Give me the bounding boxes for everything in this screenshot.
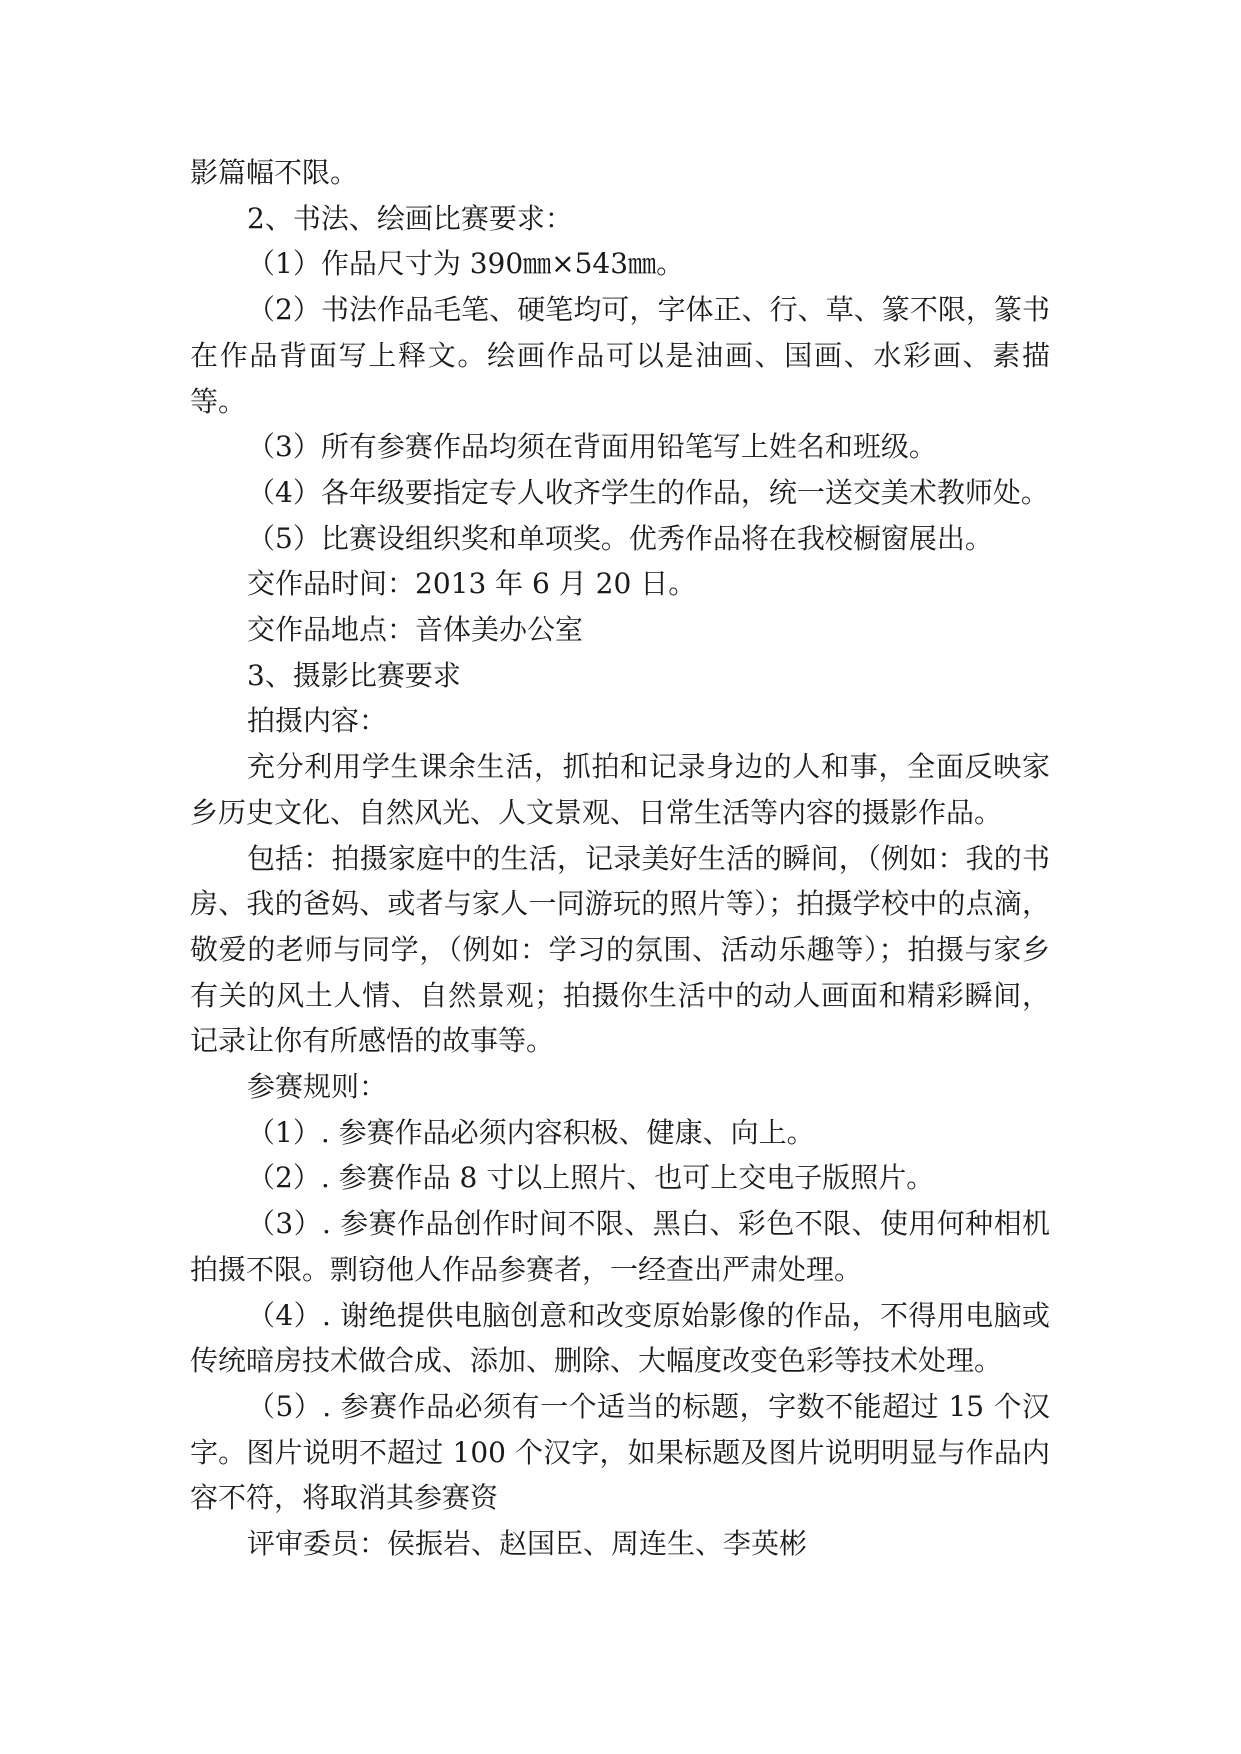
rule-item-1: （1）作品尺寸为 390㎜×543㎜。 bbox=[247, 247, 685, 281]
photo-rule-1: （1）. 参赛作品必须内容积极、健康、向上。 bbox=[247, 1115, 815, 1149]
paragraph-continuation: 影篇幅不限。 bbox=[190, 156, 359, 189]
subheading-shooting-content: 拍摄内容： bbox=[247, 704, 388, 738]
photo-rule-2: （2）. 参赛作品 8 寸以上照片、也可上交电子版照片。 bbox=[247, 1161, 935, 1195]
section-heading-calligraphy-painting: 2、书法、绘画比赛要求： bbox=[247, 201, 573, 235]
section-heading-photography: 3、摄影比赛要求 bbox=[247, 658, 461, 692]
photo-rule-4: （4）. 谢绝提供电脑创意和改变原始影像的作品，不得用电脑或传统暗房技术做合成、添加、删除、大幅度改变色彩等技术处理。 bbox=[190, 1298, 1050, 1378]
rule-item-5: （5）比赛设组织奖和单项奖。优秀作品将在我校橱窗展出。 bbox=[247, 521, 993, 555]
photo-rule-3: （3）. 参赛作品创作时间不限、黑白、彩色不限、使用何种相机拍摄不限。剽窃他人作品参赛者，一经查出严肃处理。 bbox=[190, 1207, 1050, 1286]
rule-item-4: （4）各年级要指定专人收齐学生的作品，统一送交美术教师处。 bbox=[247, 475, 1049, 509]
paragraph-content-description: 充分利用学生课余生活，抓拍和记录身边的人和事，全面反映家乡历史文化、自然风光、人文景观、日常生活等内容的摄影作品。 bbox=[190, 750, 1050, 829]
submission-time: 交作品时间：2013 年 6 月 20 日。 bbox=[247, 567, 697, 601]
paragraph-includes: 包括：拍摄家庭中的生活，记录美好生活的瞬间，（例如：我的书房、我的爸妈、或者与家人一同游玩的照片等）；拍摄学校中的点滴，敬爱的老师与同学，（例如：学习的氛围、活动乐趣等）；拍摄与家乡有关的风土人情、自然景观；拍摄你生活中的动人画面和精彩瞬间，记录让你有所感悟的故事等。 bbox=[190, 841, 1050, 1058]
subheading-rules: 参赛规则： bbox=[247, 1070, 388, 1104]
photo-rule-5: （5）. 参赛作品必须有一个适当的标题，字数不能超过 15 个汉字。图片说明不超过 100 个汉字，如果标题及图片说明明显与作品内容不符，将取消其参赛资 bbox=[190, 1389, 1050, 1515]
rule-item-2: （2）书法作品毛笔、硬笔均可，字体正、行、草、篆不限，篆书在作品背面写上释文。绘画作品可以是油画、国画、水彩画、素描等。 bbox=[190, 293, 1050, 418]
document-body bbox=[190, 150, 1050, 1567]
submission-location: 交作品地点：音体美办公室 bbox=[247, 613, 584, 647]
rule-item-3: （3）所有参赛作品均须在背面用铅笔写上姓名和班级。 bbox=[247, 430, 937, 464]
judges-list: 评审委员：侯振岩、赵国臣、周连生、李英彬 bbox=[247, 1527, 808, 1561]
